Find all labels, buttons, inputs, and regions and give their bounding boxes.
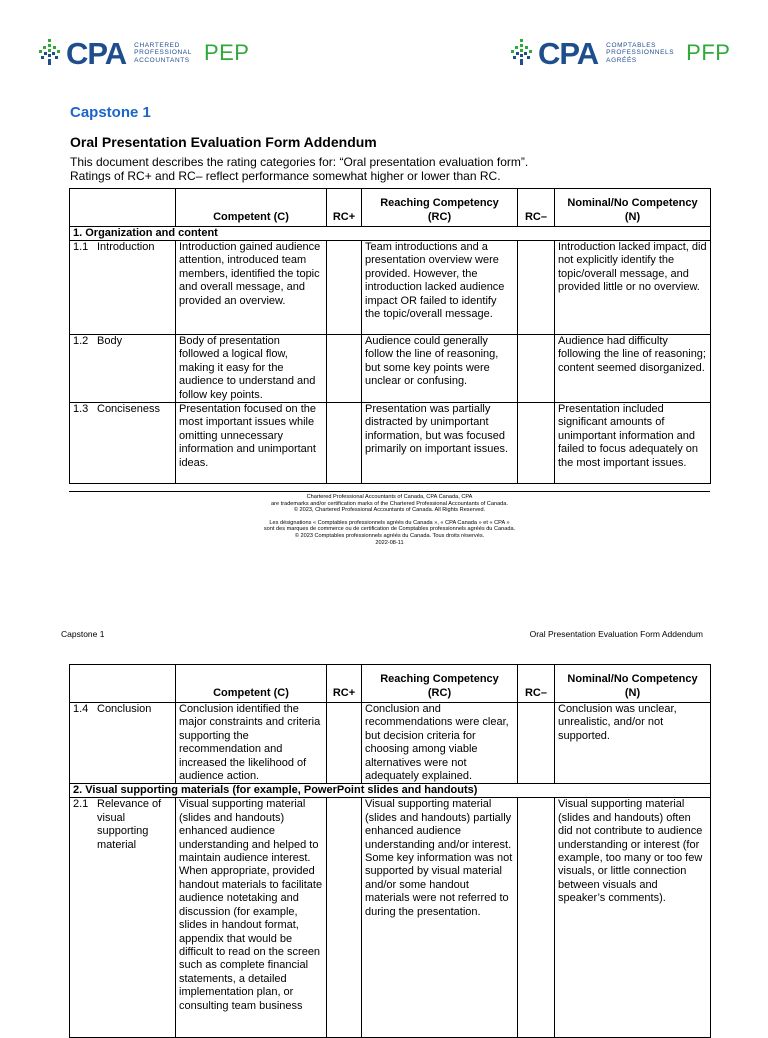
copyright-footer: Chartered Professional Accountants of Canada, CPA Canada, CPA are trademarks and/or certification marks of the Chartered Professional Accountants of Canada. © 2023, Chartered Professional Accountants of Canada. All Rights Reserved. Les désignations « Comptables professionnels agréés du Canada », « CPA Canada » et « CPA » sont des marques de commerce ou de certification de Comptables professionnels agréés du Canada. © 2023 Comptables professionnels agréés du Canada. Tous droits réservés. 2022-08-11 bbox=[263, 494, 516, 546]
section-heading: 1. Organization and content bbox=[70, 227, 711, 241]
nominal-cell: Introduction lacked impact, did not explicitly identify the topic/overall message, and provided little or no overview. bbox=[555, 241, 711, 335]
section-row bbox=[70, 784, 711, 798]
nominal-cell: Visual supporting material (slides and handouts) often did not contribute to audience understanding or interest (for example, too many or too few visuals, or little connection between visuals and speaker’s comments). bbox=[555, 798, 711, 1038]
reaching-cell: Team introductions and a presentation overview were provided. However, the introduction lacked audience impact OR failed to identify the topic/overall message. bbox=[362, 241, 518, 335]
footer-divider bbox=[69, 491, 710, 492]
running-header-left: Capstone 1 bbox=[61, 629, 105, 639]
competent-cell: Presentation focused on the most important issues while omitting unnecessary information and unimportant ideas. bbox=[176, 403, 327, 484]
table-row bbox=[70, 798, 711, 1038]
nominal-cell: Presentation included significant amounts of unimportant information and failed to focus adequately on the most important issues. bbox=[555, 403, 711, 484]
rc-plus-cell bbox=[327, 798, 362, 1038]
reaching-cell: Conclusion and recommendations were clear, but decision criteria for choosing among viable alternatives were not adequately explained. bbox=[362, 703, 518, 784]
cpa-pfp-logo bbox=[508, 28, 730, 78]
rc-minus-cell bbox=[518, 335, 555, 403]
competent-cell: Conclusion identified the major constraints and criteria supporting the recommendation and increased the likelihood of audience action. bbox=[176, 703, 327, 784]
competent-cell: Introduction gained audience attention, introduced team members, identified the topic and overall message, and provided an overview. bbox=[176, 241, 327, 335]
rc-plus-cell bbox=[327, 703, 362, 784]
nominal-cell: Conclusion was unclear, unrealistic, and/or not supported. bbox=[555, 703, 711, 784]
reaching-cell: Audience could generally follow the line of reasoning, but some key points were unclear or confusing. bbox=[362, 335, 518, 403]
cpa-wordmark: CPA bbox=[538, 35, 599, 71]
document-title: Oral Presentation Evaluation Form Addendum bbox=[70, 134, 377, 150]
evaluation-table-page2 bbox=[69, 664, 711, 1038]
rc-minus-cell bbox=[518, 798, 555, 1038]
nominal-cell: Audience had difficulty following the line of reasoning; content seemed disorganized. bbox=[555, 335, 711, 403]
table-row bbox=[70, 403, 711, 484]
intro-text bbox=[70, 156, 710, 183]
rc-minus-cell bbox=[518, 403, 555, 484]
maple-leaf-icon bbox=[508, 37, 536, 69]
maple-leaf-icon bbox=[36, 37, 64, 69]
section-heading: 2. Visual supporting materials (for example, PowerPoint slides and handouts) bbox=[70, 784, 711, 798]
cpa-pep-logo bbox=[36, 28, 249, 78]
cpa-wordmark: CPA bbox=[66, 35, 127, 71]
table-row bbox=[70, 703, 711, 784]
cpa-subtitle: CHARTERED PROFESSIONAL ACCOUNTANTS bbox=[134, 41, 192, 64]
competent-cell: Body of presentation followed a logical flow, making it easy for the audience to understand and follow key points. bbox=[176, 335, 327, 403]
header-rc-plus: RC+ bbox=[327, 665, 362, 703]
header-nominal: Nominal/No Competency (N) bbox=[555, 189, 711, 227]
header-item bbox=[70, 665, 176, 703]
rc-plus-cell bbox=[327, 403, 362, 484]
intro-line: This document describes the rating categories for: “Oral presentation evaluation form”. bbox=[70, 155, 529, 169]
program-label: PEP bbox=[203, 40, 250, 65]
rc-minus-cell bbox=[518, 703, 555, 784]
running-header-right: Oral Presentation Evaluation Form Addendum bbox=[529, 629, 703, 639]
evaluation-table-page1 bbox=[69, 188, 711, 484]
reaching-cell: Visual supporting material (slides and handouts) partially enhanced audience understanding and/or interest. Some key information was not supported by visual material and/or some handout materials were not referred to during the presentation. bbox=[362, 798, 518, 1038]
header-competent: Competent (C) bbox=[176, 665, 327, 703]
header-nominal: Nominal/No Competency (N) bbox=[555, 665, 711, 703]
header-reaching: Reaching Competency (RC) bbox=[362, 189, 518, 227]
table-row bbox=[70, 241, 711, 335]
table-row bbox=[70, 335, 711, 403]
header-item bbox=[70, 189, 176, 227]
reaching-cell: Presentation was partially distracted by unimportant information, but was focused primarily on important issues. bbox=[362, 403, 518, 484]
header-competent: Competent (C) bbox=[176, 189, 327, 227]
table-header-row bbox=[70, 189, 711, 227]
header-rc-plus: RC+ bbox=[327, 189, 362, 227]
item-cell: 1.2 Body bbox=[70, 335, 176, 403]
header-rc-minus: RC– bbox=[518, 665, 555, 703]
header-rc-minus: RC– bbox=[518, 189, 555, 227]
intro-line: Ratings of RC+ and RC– reflect performance somewhat higher or lower than RC. bbox=[70, 168, 501, 183]
header-reaching: Reaching Competency (RC) bbox=[362, 665, 518, 703]
rc-plus-cell bbox=[327, 241, 362, 335]
item-cell: 1.1 Introduction bbox=[70, 241, 176, 335]
program-label: PFP bbox=[686, 40, 731, 65]
cpa-subtitle: COMPTABLES PROFESSIONNELS AGRÉÉS bbox=[606, 41, 675, 64]
rc-minus-cell bbox=[518, 241, 555, 335]
table-header-row bbox=[70, 665, 711, 703]
item-cell: 2.1 Relevance of visual supporting material bbox=[70, 798, 176, 1038]
item-cell: 1.4 Conclusion bbox=[70, 703, 176, 784]
capstone-title: Capstone 1 bbox=[70, 104, 151, 121]
competent-cell: Visual supporting material (slides and handouts) enhanced audience understanding and helped to maintain audience interest. When appropriate, provided handout materials to facilitate audience notetaking and discussion (for example, slides in handout format, appendix that would be difficult to read on the screen such as complete financial statements, a detailed implementation plan, or consulting team business bbox=[176, 798, 327, 1038]
rc-plus-cell bbox=[327, 335, 362, 403]
section-row bbox=[70, 227, 711, 241]
item-cell: 1.3 Conciseness bbox=[70, 403, 176, 484]
